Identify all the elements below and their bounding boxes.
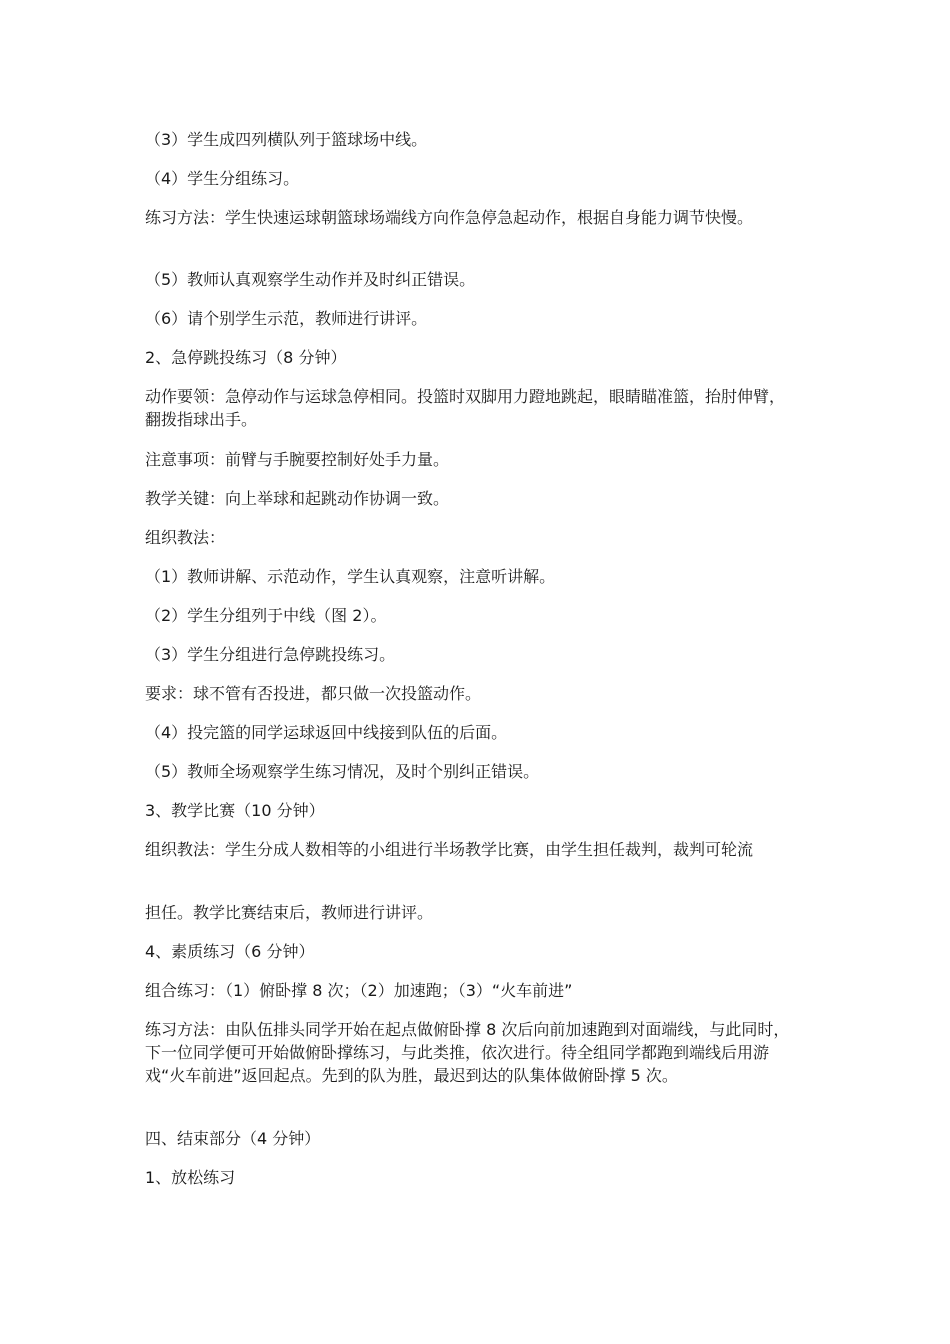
paragraph-combined-exercise: 组合练习：（1）俯卧撑 8 次；（2）加速跑；（3）“火车前进”	[145, 981, 573, 1000]
paragraph-step-6: （6）请个别学生示范，教师进行讲评。	[145, 309, 428, 328]
paragraph-step-3: （3）学生成四列横队列于篮球场中线。	[145, 130, 428, 149]
section-heading-match: 3、教学比赛（10 分钟）	[145, 801, 325, 820]
paragraph-org-step-1: （1）教师讲解、示范动作，学生认真观察，注意听讲解。	[145, 567, 556, 586]
paragraph-practice-method: 练习方法：学生快速运球朝篮球场端线方向作急停急起动作，根据自身能力调节快慢。	[145, 208, 754, 227]
paragraph-step-4: （4）学生分组练习。	[145, 169, 300, 188]
paragraph-organization-label: 组织教法：	[145, 528, 226, 547]
paragraph-org-step-3: （3）学生分组进行急停跳投练习。	[145, 645, 396, 664]
paragraph-teaching-key: 教学关键：向上举球和起跳动作协调一致。	[145, 489, 450, 508]
section-heading-relaxation: 1、放松练习	[145, 1168, 236, 1187]
paragraph-action-essentials: 动作要领：急停动作与运球急停相同。投篮时双脚用力蹬地跳起，眼睛瞄准篮，抬肘伸臂，翻拨指球出手。	[145, 387, 786, 429]
paragraph-org-step-4: （4）投完篮的同学运球返回中线接到队伍的后面。	[145, 723, 508, 742]
section-heading-closing: 四、结束部分（4 分钟）	[145, 1129, 321, 1148]
paragraph-match-organization: 组织教法：学生分成人数相等的小组进行半场教学比赛，由学生担任裁判，裁判可轮流	[145, 840, 754, 859]
paragraph-fitness-method: 练习方法：由队伍排头同学开始在起点做俯卧撑 8 次后向前加速跑到对面端线，与此同时，下一位同学便可开始做俯卧撑练习，与此类推，依次进行。待全组同学都跑到端线后用游戏“火车前进”返回起点。先到的队为胜，最迟到达的队集体做俯卧撑 5 次。	[145, 1020, 790, 1085]
paragraph-step-5: （5）教师认真观察学生动作并及时纠正错误。	[145, 270, 476, 289]
paragraph-requirement: 要求：球不管有否投进，都只做一次投篮动作。	[145, 684, 482, 703]
paragraph-match-continued: 担任。教学比赛结束后，教师进行讲评。	[145, 903, 434, 922]
paragraph-precautions: 注意事项：前臂与手腕要控制好处手力量。	[145, 450, 450, 469]
section-heading-fitness: 4、素质练习（6 分钟）	[145, 942, 315, 961]
paragraph-org-step-2: （2）学生分组列于中线（图 2）。	[145, 606, 387, 625]
section-heading-jump-shot: 2、急停跳投练习（8 分钟）	[145, 348, 347, 367]
paragraph-org-step-5: （5）教师全场观察学生练习情况，及时个别纠正错误。	[145, 762, 540, 781]
